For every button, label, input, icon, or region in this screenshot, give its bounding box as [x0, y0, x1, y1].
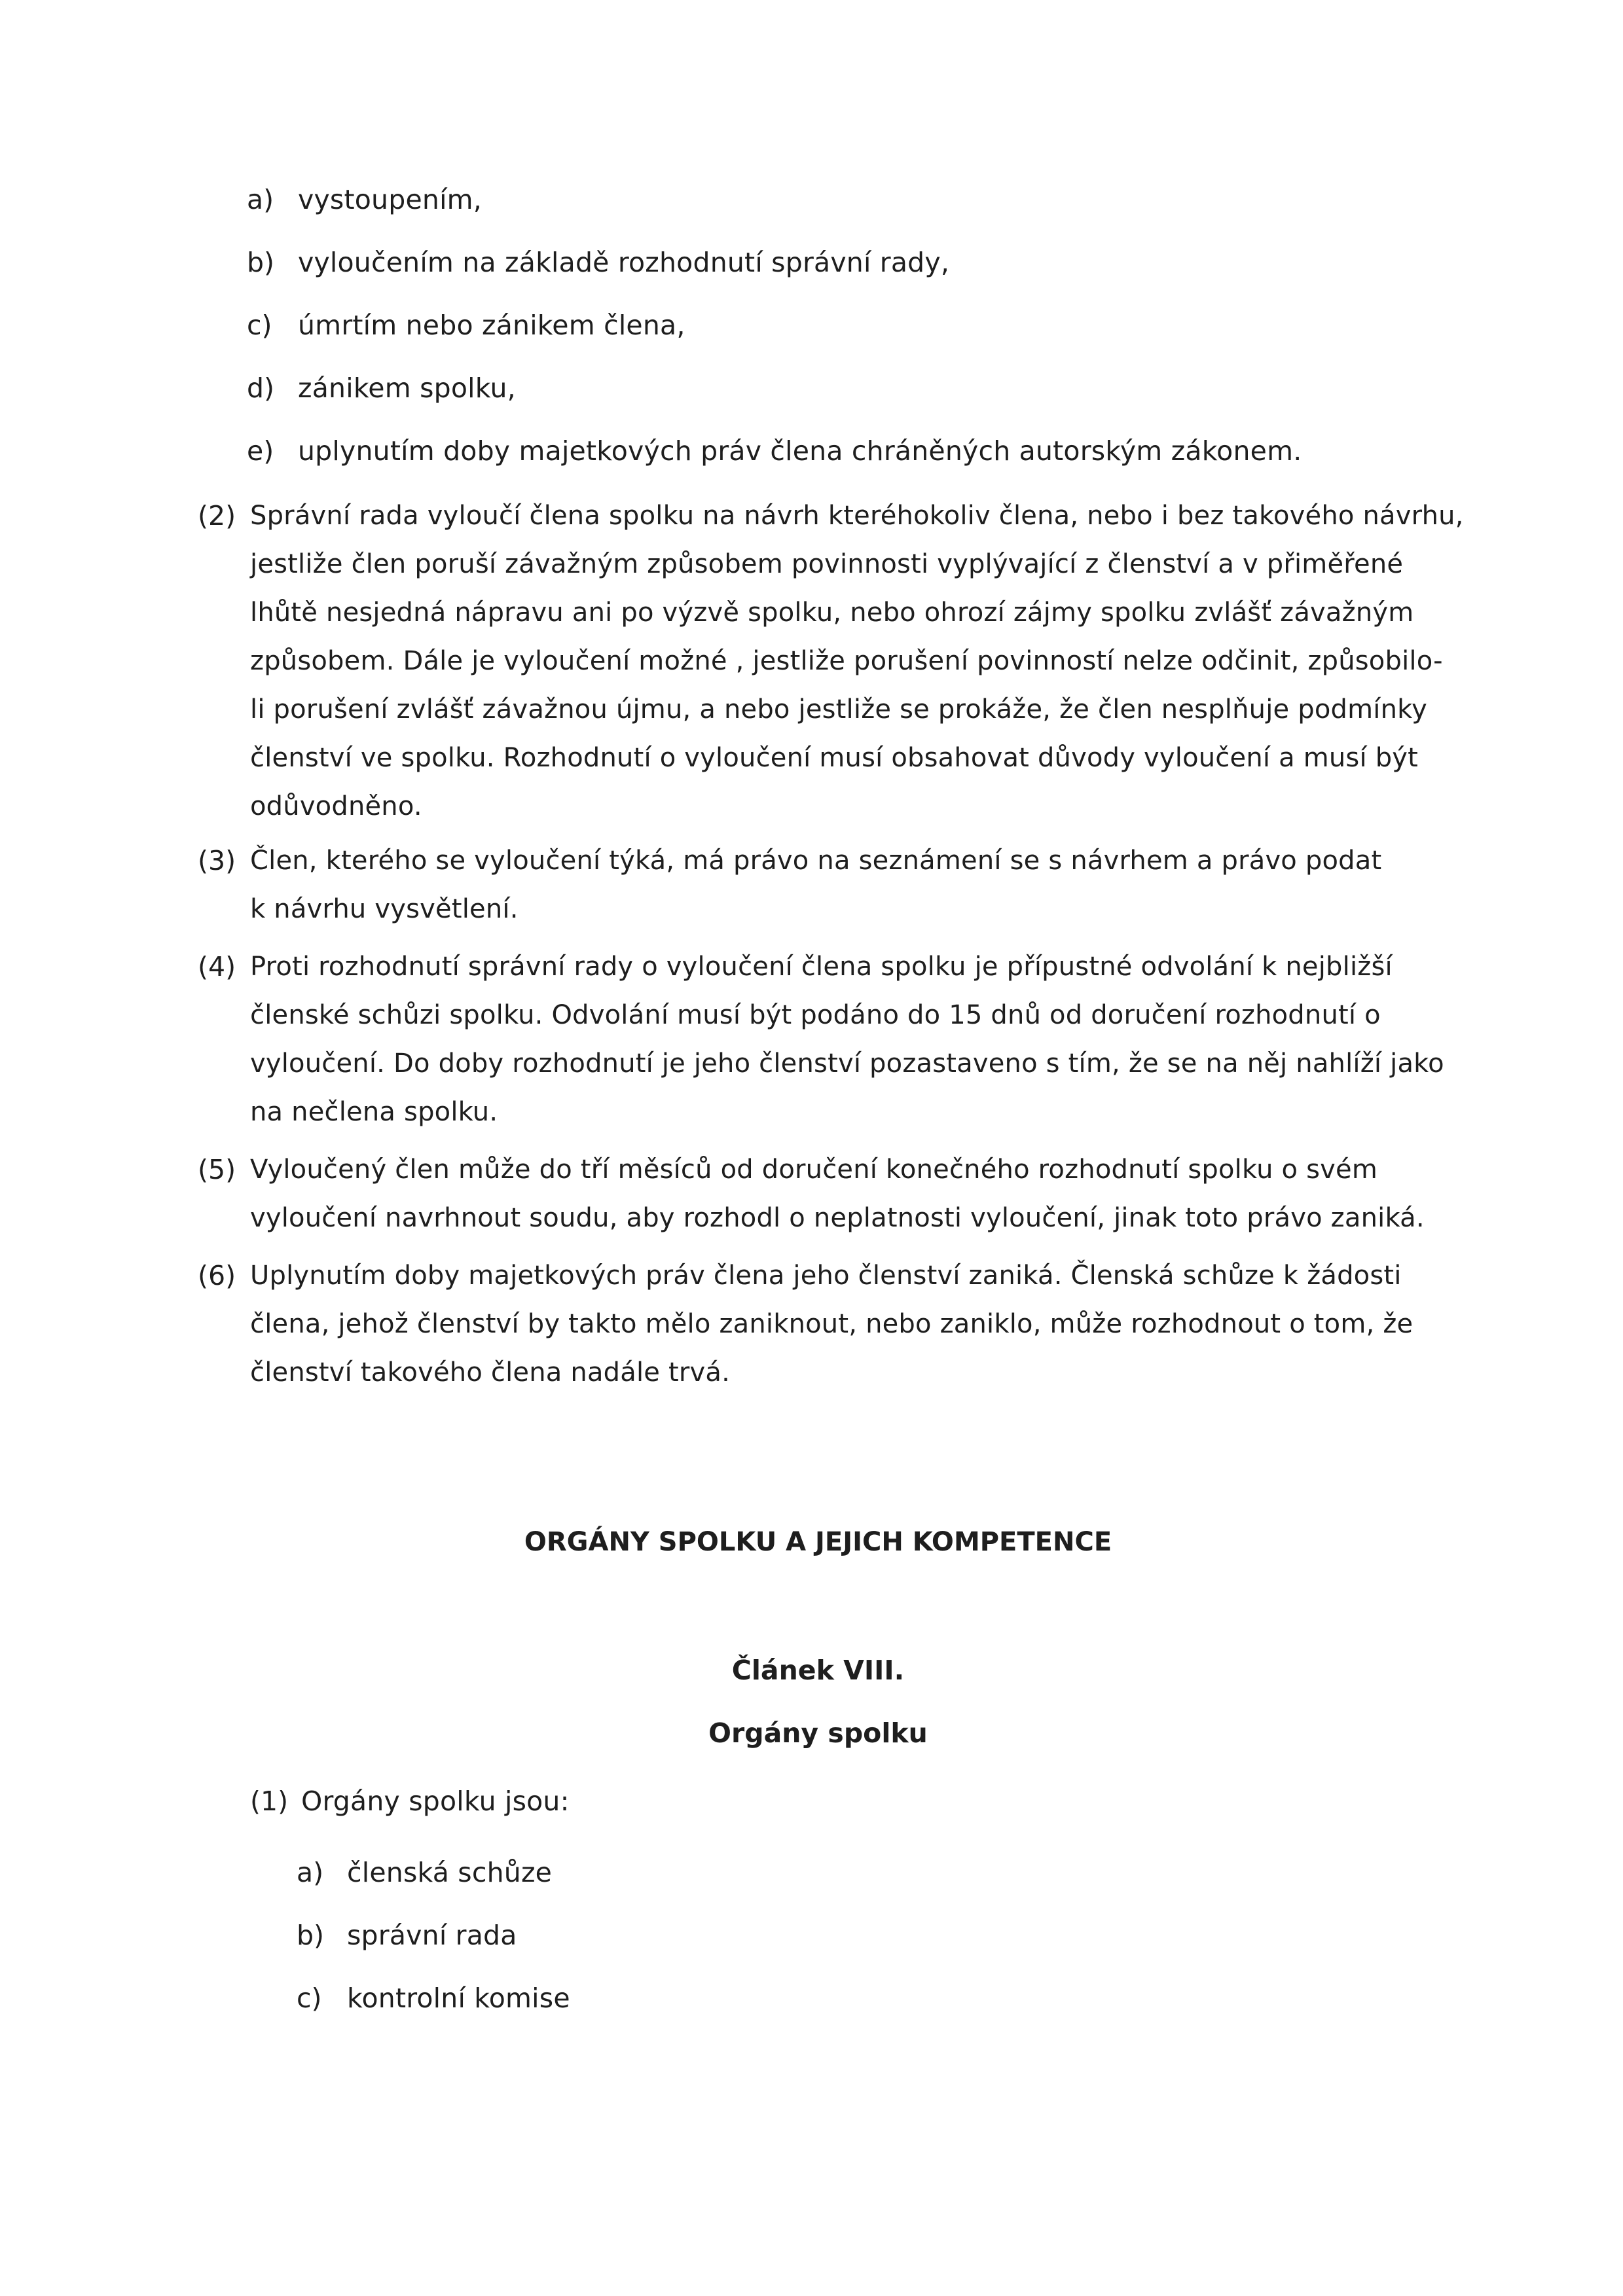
paragraph-line: členské schůzi spolku. Odvolání musí být podáno do 15 dnů od doručení rozhodnutí o	[250, 1000, 1381, 1030]
paragraph-line: způsobem. Dále je vyloučení možné , jestliže porušení povinností nelze odčinit, způsobilo-	[250, 646, 1443, 676]
organs-intro: Orgány spolku jsou:	[301, 1785, 570, 1817]
article-title: Orgány spolku	[708, 1717, 928, 1749]
list-item-text: správní rada	[347, 1920, 517, 1951]
paragraph-line: jestliže člen poruší závažným způsobem povinnosti vyplývající z členství a v přiměřené	[250, 549, 1404, 579]
list-item-text: vyloučením na základě rozhodnutí správní rady,	[298, 247, 950, 278]
list-item-label: a)	[247, 184, 274, 215]
paragraph-line: členství ve spolku. Rozhodnutí o vyloučení musí obsahovat důvody vyloučení a musí být	[250, 743, 1419, 773]
paragraph-number: (4)	[198, 951, 236, 982]
list-item-label: c)	[297, 1982, 322, 2014]
paragraph-line: vyloučení navrhnout soudu, aby rozhodl o neplatnosti vyloučení, jinak toto právo zaniká.	[250, 1203, 1425, 1233]
list-item-text: úmrtím nebo zánikem člena,	[298, 310, 685, 341]
paragraph-line: na nečlena spolku.	[250, 1097, 498, 1127]
paragraph-line: Správní rada vyloučí člena spolku na návrh kteréhokoliv člena, nebo i bez takového návrhu,	[250, 501, 1464, 531]
paragraph-line: k návrhu vysvětlení.	[250, 894, 519, 924]
paragraph-number: (1)	[250, 1785, 289, 1817]
list-item-label: b)	[297, 1920, 325, 1951]
list-item-label: c)	[247, 310, 272, 341]
paragraph-number: (6)	[198, 1260, 236, 1291]
paragraph-line: li porušení zvlášť závažnou újmu, a nebo jestliže se prokáže, že člen nesplňuje podmínky	[250, 694, 1427, 725]
list-item-label: d)	[247, 372, 275, 404]
list-item-text: kontrolní komise	[347, 1982, 570, 2014]
paragraph-number: (3)	[198, 845, 236, 876]
paragraph-line: Uplynutím doby majetkových práv člena jeho členství zaniká. Členská schůze k žádosti	[250, 1261, 1402, 1291]
list-item-label: a)	[297, 1857, 324, 1888]
paragraph-line: odůvodněno.	[250, 791, 422, 821]
list-item-text: členská schůze	[347, 1857, 553, 1888]
paragraph-line: lhůtě nesjedná nápravu ani po výzvě spolku, nebo ohrozí zájmy spolku zvlášť závažným	[250, 598, 1414, 628]
list-item-label: b)	[247, 247, 275, 278]
article-number: Článek VIII.	[731, 1655, 905, 1686]
list-item-label: e)	[247, 435, 274, 467]
list-item-text: zánikem spolku,	[298, 372, 516, 404]
paragraph-line: Člen, kterého se vyloučení týká, má právo na seznámení se s návrhem a právo podat	[250, 846, 1382, 876]
paragraph-line: členství takového člena nadále trvá.	[250, 1357, 731, 1388]
paragraph-number: (2)	[198, 500, 236, 531]
paragraph-line: Vyloučený člen může do tří měsíců od doručení konečného rozhodnutí spolku o svém	[250, 1155, 1378, 1185]
section-heading: ORGÁNY SPOLKU A JEJICH KOMPETENCE	[524, 1527, 1112, 1557]
list-item-text: vystoupením,	[298, 184, 483, 215]
paragraph-line: vyloučení. Do doby rozhodnutí je jeho členství pozastaveno s tím, že se na něj nahlíží jako	[250, 1049, 1444, 1079]
paragraph-line: člena, jehož členství by takto mělo zaniknout, nebo zaniklo, může rozhodnout o tom, že	[250, 1309, 1413, 1339]
paragraph-line: Proti rozhodnutí správní rady o vyloučení člena spolku je přípustné odvolání k nejbližší	[250, 952, 1393, 982]
paragraph-number: (5)	[198, 1154, 236, 1185]
list-item-text: uplynutím doby majetkových práv člena chráněných autorským zákonem.	[298, 435, 1302, 467]
